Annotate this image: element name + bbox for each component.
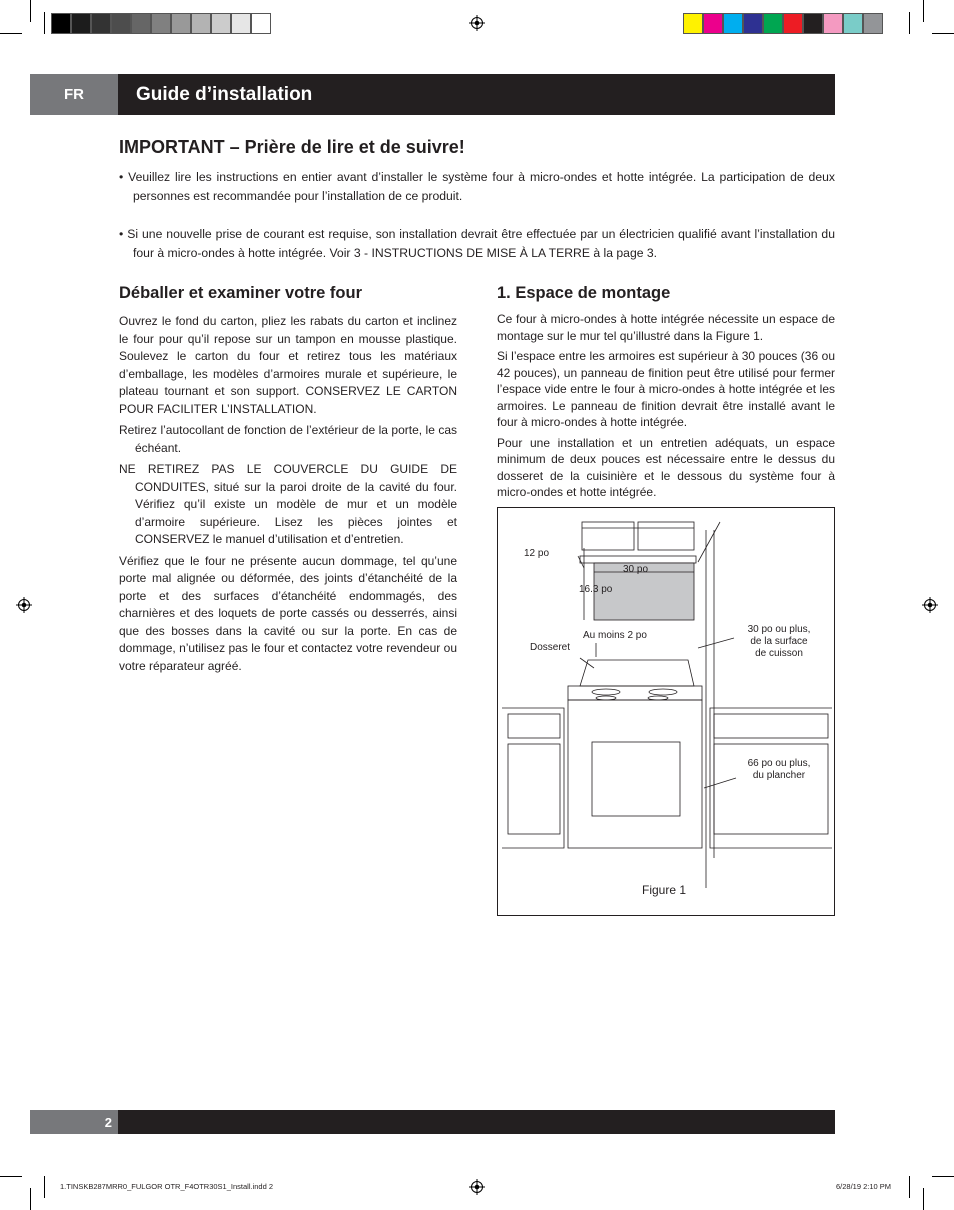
paragraph: Ouvrez le fond du carton, pliez les rabats du carton et inclinez le four pour qu’il repose sur un tampon en mousse plastique. Soulevez le carton du four et retirez tous les matériaux d’emballage, les modèles d’armoires murale et supérieure, le plateau tournant et son support. CONSERVEZ LE CARTON POUR FACILITER L’INSTALLATION.: [119, 314, 457, 416]
crop-mark: [0, 33, 22, 34]
color-swatch: [723, 13, 743, 34]
label-backsplash: Dosseret: [530, 642, 571, 653]
crop-mark: [30, 0, 31, 22]
figure-caption: Figure 1: [642, 883, 687, 897]
paragraph: Retirez l’autocollant de fonction de l’extérieur de la porte, le cas échéant.: [119, 423, 457, 455]
crop-mark: [923, 0, 924, 22]
crop-mark: [909, 1176, 910, 1198]
color-swatch: [703, 13, 723, 34]
paragraph: Pour une installation et un entretien adéquats, un espace minimum de deux pouces est nécessaire entre le dessus du dosseret de la cuisinière et le dessous du système four à micro-ondes et hotte intégrée.: [497, 435, 835, 499]
paragraph: Vérifiez que le four ne présente aucun dommage, tel qu’une porte mal alignée ou déformée, des joints d’étanchéité de la porte et des surfaces d’étanchéité endommagés, des charnières et des loquets de porte cassés ou desserrés, ainsi que des bosses dans la cavité ou sur la porte. En cas de dommage, n’utilisez pas le four et contactez votre revendeur ou votre réparateur agréé.: [119, 553, 457, 673]
color-swatch: [863, 13, 883, 34]
color-swatch: [191, 13, 211, 34]
color-swatch: [763, 13, 783, 34]
color-swatch: [743, 13, 763, 34]
figure-mounting-space: [497, 507, 835, 916]
footer-bar: [118, 1110, 835, 1134]
unpack-body: [119, 313, 457, 679]
page-footer: [30, 1110, 835, 1134]
paragraph: Si l’espace entre les armoires est supérieur à 30 pouces (36 ou 42 pouces), un panneau de finition peut être utilisé pour fermer l’espace vide entre le four à micro-ondes à hotte intégrée et les armoires. Le panneau de finition devrait être installé avant le four à micro-ondes à hotte intégrée.: [497, 349, 835, 429]
slug-filename: 1.TINSKB287MRR0_FULGOR OTR_F4OTR30S1_Install.indd 2: [60, 1182, 273, 1191]
crop-mark: [932, 1176, 954, 1177]
color-swatch: [823, 13, 843, 34]
page-title: Guide d’installation: [118, 74, 835, 115]
color-swatch: [783, 13, 803, 34]
important-heading: IMPORTANT – Prière de lire et de suivre!: [119, 137, 465, 157]
color-swatch: [51, 13, 71, 34]
crop-mark: [44, 12, 45, 34]
label-cooktop-clearance: 30 po ou plus, de la surface de cuisson: [747, 624, 811, 659]
label-12in: 12 po: [524, 548, 550, 559]
space-heading: 1. Espace de montage: [497, 284, 671, 302]
registration-mark-icon: [469, 15, 485, 31]
color-swatch: [843, 13, 863, 34]
crop-mark: [909, 12, 910, 34]
registration-mark-icon: [922, 597, 938, 613]
color-swatch: [111, 13, 131, 34]
section-header: [30, 74, 835, 115]
crop-mark: [0, 1176, 22, 1177]
color-swatch: [211, 13, 231, 34]
bullet-item: • Veuillez lire les instructions en entier avant d’installer le système four à micro-ondes et hotte intégrée. La participation de deux personnes est recommandée pour l’installation de ce produit.: [119, 170, 835, 203]
color-swatch: [803, 13, 823, 34]
crop-mark: [44, 1176, 45, 1198]
label-16-3in: 16.3 po: [579, 584, 613, 595]
crop-mark: [30, 1188, 31, 1210]
page-number: 2: [30, 1110, 118, 1134]
language-tag: FR: [30, 74, 118, 115]
label-min-2in: Au moins 2 po: [583, 630, 647, 641]
process-color-bar: [683, 13, 883, 34]
label-floor-clearance: 66 po ou plus, du plancher: [747, 758, 811, 781]
color-swatch: [91, 13, 111, 34]
label-30in: 30 po: [623, 564, 649, 575]
registration-mark-icon: [469, 1179, 485, 1195]
color-swatch: [151, 13, 171, 34]
crop-mark: [923, 1188, 924, 1210]
color-swatch: [171, 13, 191, 34]
color-swatch: [683, 13, 703, 34]
space-body: [497, 311, 835, 505]
color-swatch: [71, 13, 91, 34]
important-bullets: [119, 168, 835, 282]
paragraph: NE RETIREZ PAS LE COUVERCLE DU GUIDE DE CONDUITES, situé sur la paroi droite de la cavité du four. Vérifiez qu’il existe un modèle de mur et un modèle d’armoire supérieure. Lisez les pièces jointes et CONSERVEZ le manuel d’utilisation et d’entretien.: [119, 462, 457, 546]
paragraph: Ce four à micro-ondes à hotte intégrée nécessite un espace de montage sur le mur tel qu’illustré dans la Figure 1.: [497, 312, 835, 343]
color-swatch: [131, 13, 151, 34]
color-swatch: [251, 13, 271, 34]
registration-mark-icon: [16, 597, 32, 613]
crop-mark: [932, 33, 954, 34]
color-swatch: [231, 13, 251, 34]
slug-date: 6/28/19 2:10 PM: [836, 1182, 892, 1191]
kitchen-diagram: [498, 508, 836, 917]
bullet-item: • Si une nouvelle prise de courant est requise, son installation devrait être effectuée par un électricien qualifié avant l’installation du four à micro-ondes à hotte intégrée. Voir 3 - INSTRUCTIONS DE MISE À LA TERRE à la page 3.: [119, 227, 835, 260]
unpack-heading: Déballer et examiner votre four: [119, 284, 363, 302]
grayscale-color-bar: [51, 13, 271, 34]
